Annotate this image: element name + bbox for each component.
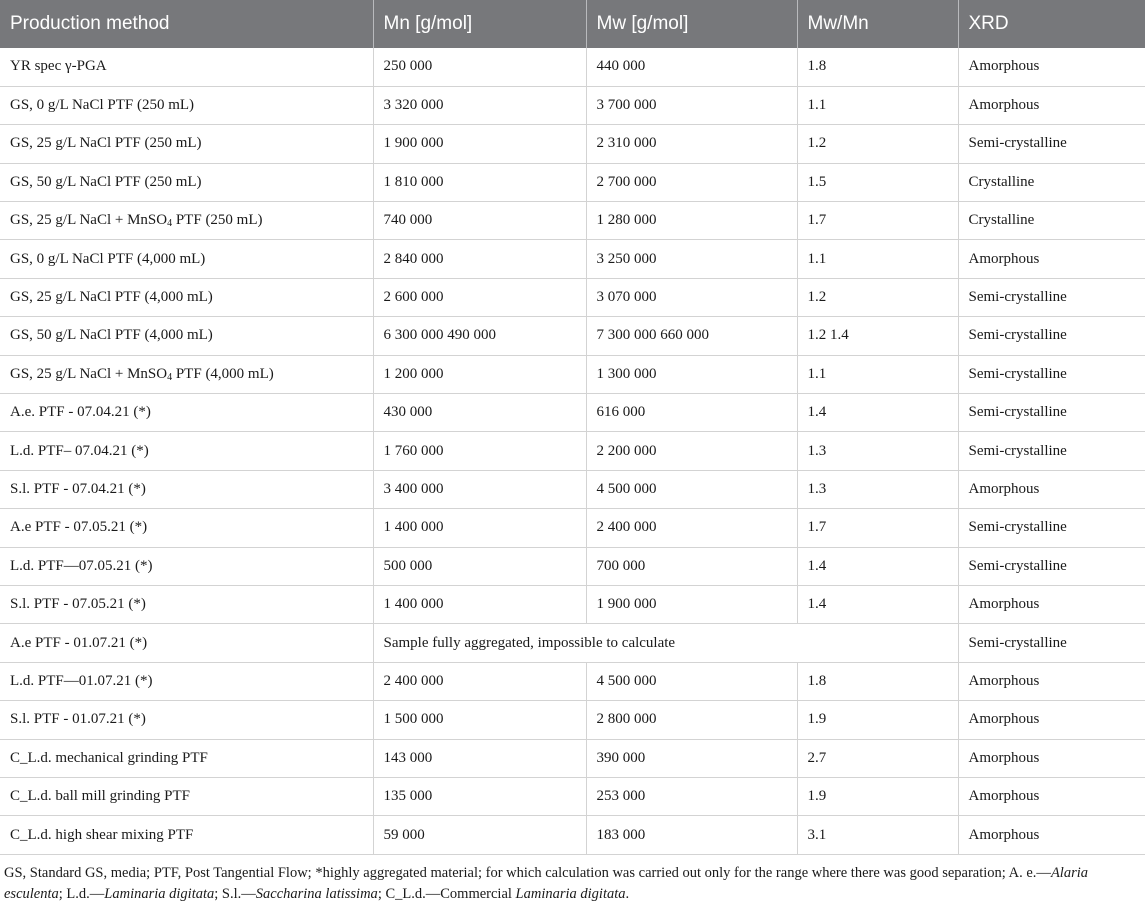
cell-mn: 1 400 000 (373, 509, 586, 547)
table-row (0, 470, 1145, 508)
table-row (0, 394, 1145, 432)
cell-ratio: 1.2 1.4 (797, 317, 958, 355)
table-row (0, 240, 1145, 278)
cell-mn: 3 320 000 (373, 86, 586, 124)
table-row (0, 202, 1145, 240)
cell-xrd: Semi-crystalline (958, 432, 1145, 470)
footnote-text: GS, Standard GS, media; PTF, Post Tangential Flow; *highly aggregated material; for which calculation was carried out only for the range where there was good separation; A. e.— (4, 864, 1051, 881)
cell-xrd: Amorphous (958, 86, 1145, 124)
cell-mw: 616 000 (586, 394, 797, 432)
cell-mn: 2 840 000 (373, 240, 586, 278)
cell-mw: 1 900 000 (586, 585, 797, 623)
cell-mw: 3 700 000 (586, 86, 797, 124)
cell-xrd: Amorphous (958, 777, 1145, 815)
cell-method: S.l. PTF - 01.07.21 (*) (0, 701, 373, 739)
cell-ratio: 1.1 (797, 355, 958, 393)
cell-method: C_L.d. ball mill grinding PTF (0, 777, 373, 815)
method-text: GS, 25 g/L NaCl + MnSO (10, 212, 168, 229)
cell-ratio: 1.1 (797, 240, 958, 278)
footnote-text: . (625, 885, 630, 902)
cell-mn: 2 400 000 (373, 662, 586, 700)
cell-mn: 740 000 (373, 202, 586, 240)
cell-method: YR spec γ-PGA (0, 48, 373, 86)
table-row (0, 777, 1145, 815)
cell-ratio: 1.4 (797, 585, 958, 623)
cell-method: S.l. PTF - 07.04.21 (*) (0, 470, 373, 508)
method-text: PTF (4,000 mL) (172, 365, 274, 382)
cell-ratio: 1.2 (797, 278, 958, 316)
cell-method: L.d. PTF—01.07.21 (*) (0, 662, 373, 700)
footnote-species: Laminaria digitata (104, 885, 215, 902)
cell-xrd: Amorphous (958, 48, 1145, 86)
cell-mw: 1 300 000 (586, 355, 797, 393)
cell-mw: 700 000 (586, 547, 797, 585)
cell-xrd: Crystalline (958, 202, 1145, 240)
footnote-text: ; C_L.d.—Commercial (377, 885, 516, 902)
cell-ratio: 1.7 (797, 509, 958, 547)
footnote-species: Laminaria digitata (515, 885, 626, 902)
cell-method (0, 202, 373, 240)
cell-mw: 2 800 000 (586, 701, 797, 739)
table-row (0, 48, 1145, 86)
cell-xrd: Semi-crystalline (958, 509, 1145, 547)
table-row (0, 701, 1145, 739)
cell-ratio: 1.9 (797, 777, 958, 815)
cell-method: GS, 25 g/L NaCl PTF (4,000 mL) (0, 278, 373, 316)
cell-ratio: 1.7 (797, 202, 958, 240)
cell-ratio: 1.4 (797, 547, 958, 585)
table-row (0, 163, 1145, 201)
cell-xrd: Amorphous (958, 470, 1145, 508)
cell-mw: 2 310 000 (586, 125, 797, 163)
cell-mw: 2 700 000 (586, 163, 797, 201)
cell-ratio: 1.5 (797, 163, 958, 201)
cell-xrd: Semi-crystalline (958, 624, 1145, 662)
cell-merged-note: Sample fully aggregated, impossible to calculate (373, 624, 958, 662)
cell-mn: 135 000 (373, 777, 586, 815)
cell-mw: 253 000 (586, 777, 797, 815)
cell-ratio: 1.8 (797, 662, 958, 700)
cell-xrd: Semi-crystalline (958, 278, 1145, 316)
cell-method: GS, 0 g/L NaCl PTF (250 mL) (0, 86, 373, 124)
cell-ratio: 3.1 (797, 816, 958, 854)
cell-ratio: 1.4 (797, 394, 958, 432)
cell-method: GS, 50 g/L NaCl PTF (4,000 mL) (0, 317, 373, 355)
cell-method (0, 355, 373, 393)
cell-xrd: Amorphous (958, 739, 1145, 777)
table-row (0, 317, 1145, 355)
cell-ratio: 1.1 (797, 86, 958, 124)
cell-mw: 4 500 000 (586, 470, 797, 508)
cell-method: GS, 25 g/L NaCl PTF (250 mL) (0, 125, 373, 163)
cell-mn: 59 000 (373, 816, 586, 854)
cell-xrd: Amorphous (958, 662, 1145, 700)
footnote-species: Saccharina latissima (255, 885, 378, 902)
footnote-text: ; S.l.— (214, 885, 256, 902)
header-mw: Mw [g/mol] (586, 0, 797, 48)
cell-mn: 500 000 (373, 547, 586, 585)
table-footnote (0, 855, 1145, 905)
cell-mw: 1 280 000 (586, 202, 797, 240)
cell-mn: 250 000 (373, 48, 586, 86)
cell-xrd: Semi-crystalline (958, 125, 1145, 163)
table-row (0, 432, 1145, 470)
table-row (0, 86, 1145, 124)
cell-mn: 3 400 000 (373, 470, 586, 508)
header-mw-mn: Mw/Mn (797, 0, 958, 48)
subscript: 4 (167, 371, 173, 383)
cell-method: L.d. PTF—07.05.21 (*) (0, 547, 373, 585)
cell-mn: 1 500 000 (373, 701, 586, 739)
subscript: 4 (167, 218, 173, 230)
cell-mw: 7 300 000 660 000 (586, 317, 797, 355)
cell-mn: 6 300 000 490 000 (373, 317, 586, 355)
cell-mn: 430 000 (373, 394, 586, 432)
cell-method: C_L.d. high shear mixing PTF (0, 816, 373, 854)
cell-mw: 440 000 (586, 48, 797, 86)
table-header (0, 0, 1145, 48)
cell-xrd: Amorphous (958, 701, 1145, 739)
table-row (0, 816, 1145, 854)
method-text: PTF (250 mL) (172, 212, 263, 229)
footnote-text: ; L.d.— (58, 885, 105, 902)
cell-ratio: 1.9 (797, 701, 958, 739)
cell-xrd: Amorphous (958, 816, 1145, 854)
table-row (0, 278, 1145, 316)
cell-xrd: Semi-crystalline (958, 317, 1145, 355)
table-row (0, 662, 1145, 700)
footnote-species: Alaria esculenta (4, 864, 1088, 902)
table-row (0, 125, 1145, 163)
cell-mw: 2 400 000 (586, 509, 797, 547)
cell-method: A.e PTF - 01.07.21 (*) (0, 624, 373, 662)
cell-xrd: Semi-crystalline (958, 547, 1145, 585)
cell-xrd: Amorphous (958, 240, 1145, 278)
cell-ratio: 2.7 (797, 739, 958, 777)
cell-ratio: 1.3 (797, 470, 958, 508)
cell-mw: 3 250 000 (586, 240, 797, 278)
header-production-method: Production method (0, 0, 373, 48)
cell-xrd: Semi-crystalline (958, 355, 1145, 393)
cell-method: L.d. PTF– 07.04.21 (*) (0, 432, 373, 470)
method-text: GS, 25 g/L NaCl + MnSO (10, 365, 168, 382)
table-row (0, 355, 1145, 393)
table-body (0, 48, 1145, 854)
cell-mn: 2 600 000 (373, 278, 586, 316)
table-row (0, 547, 1145, 585)
cell-ratio: 1.3 (797, 432, 958, 470)
cell-ratio: 1.2 (797, 125, 958, 163)
cell-mn: 1 810 000 (373, 163, 586, 201)
cell-xrd: Semi-crystalline (958, 394, 1145, 432)
table-row (0, 585, 1145, 623)
cell-xrd: Amorphous (958, 585, 1145, 623)
cell-ratio: 1.8 (797, 48, 958, 86)
cell-xrd: Crystalline (958, 163, 1145, 201)
cell-method: A.e. PTF - 07.04.21 (*) (0, 394, 373, 432)
table-row (0, 739, 1145, 777)
cell-mn: 1 900 000 (373, 125, 586, 163)
cell-mw: 390 000 (586, 739, 797, 777)
header-mn: Mn [g/mol] (373, 0, 586, 48)
cell-method: GS, 0 g/L NaCl PTF (4,000 mL) (0, 240, 373, 278)
table-row (0, 624, 1145, 662)
cell-mw: 3 070 000 (586, 278, 797, 316)
cell-mw: 4 500 000 (586, 662, 797, 700)
cell-mn: 1 760 000 (373, 432, 586, 470)
cell-mw: 183 000 (586, 816, 797, 854)
cell-mw: 2 200 000 (586, 432, 797, 470)
header-xrd: XRD (958, 0, 1145, 48)
cell-method: S.l. PTF - 07.05.21 (*) (0, 585, 373, 623)
cell-method: C_L.d. mechanical grinding PTF (0, 739, 373, 777)
table-row (0, 509, 1145, 547)
cell-mn: 1 200 000 (373, 355, 586, 393)
cell-mn: 143 000 (373, 739, 586, 777)
cell-mn: 1 400 000 (373, 585, 586, 623)
header-row (0, 0, 1145, 48)
cell-method: A.e PTF - 07.05.21 (*) (0, 509, 373, 547)
cell-method: GS, 50 g/L NaCl PTF (250 mL) (0, 163, 373, 201)
